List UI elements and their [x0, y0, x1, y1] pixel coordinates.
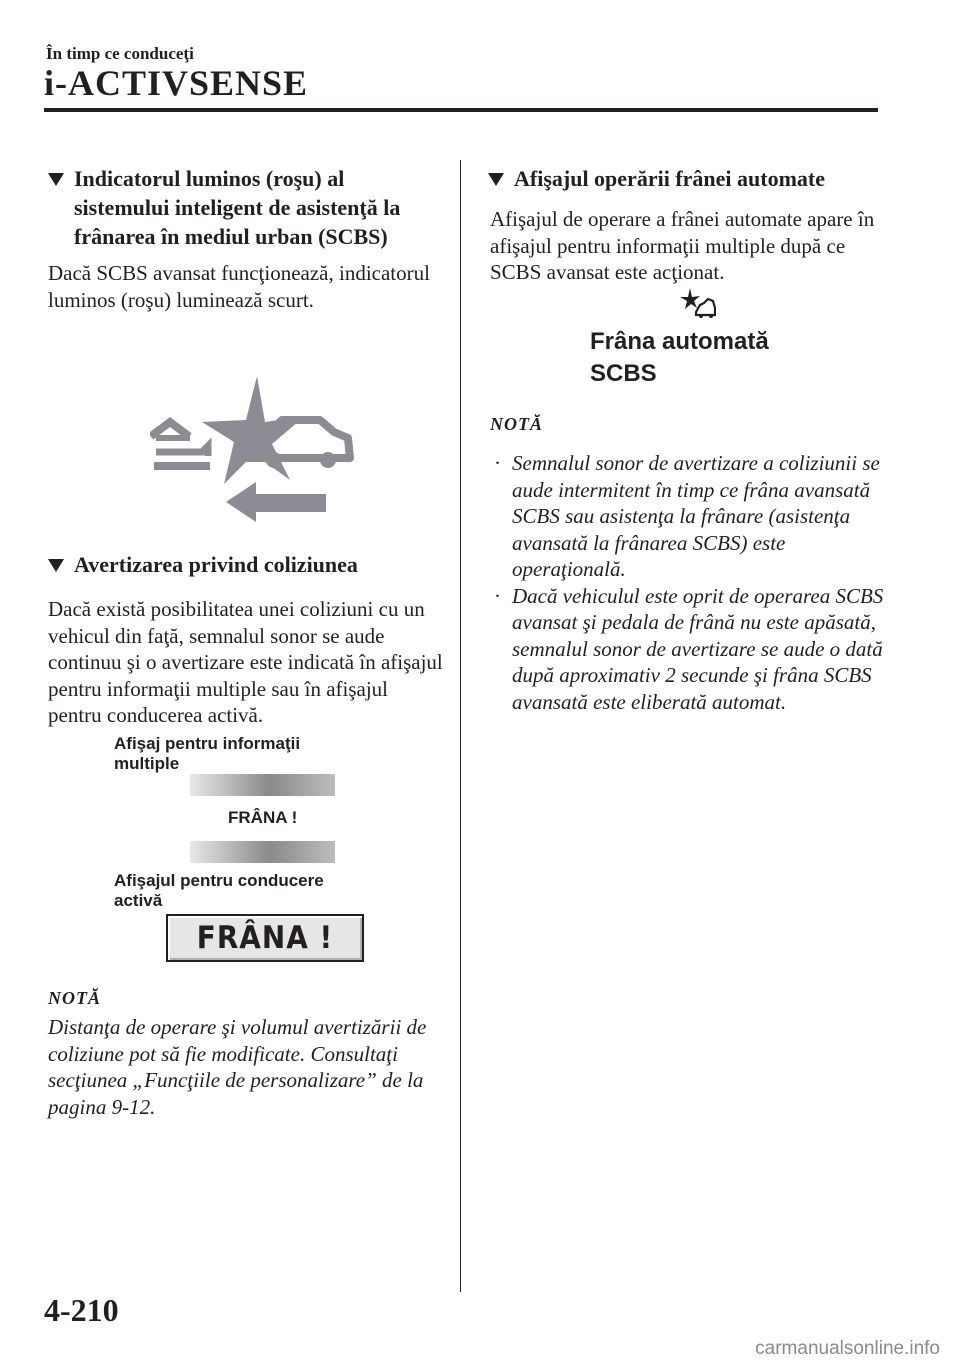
- multi-display-gradient-bottom: [190, 841, 335, 863]
- active-display-brake-box: FRÂNA !: [166, 914, 364, 962]
- bullet-dot-icon: ·: [494, 451, 501, 475]
- list-item: · Dacă vehiculul este oprit de operarea SCBS avansat şi pedala de frână nu este apăsată, semnalul sonor de avertizare se aude o dată după aproximativ 2 secunde şi frâna SCBS avansată este eliberată automat.: [494, 583, 884, 714]
- scbs-collision-warning-icon: [150, 376, 360, 522]
- triangle-bullet-icon: [488, 173, 504, 186]
- bullet-dot-icon: ·: [494, 583, 501, 608]
- note-list: [494, 450, 886, 715]
- note-text: Distanţa de operare şi volumul avertizării de coliziune pot să fie modificate. Consultaţi secţiunea „Funcţiile de personalizare” de la pagina 9-12.: [48, 1015, 427, 1119]
- breadcrumb: În timp ce conduceţi: [46, 44, 194, 63]
- section-heading-scbs-indicator: Indicatorul luminos (roşu) al sistemului inteligent de asistenţă la frânarea în mediul urban (SCBS): [48, 164, 428, 251]
- multi-display-gradient-top: [190, 774, 335, 796]
- note-label: NOTĂ: [48, 988, 101, 1008]
- auto-brake-display-line2: SCBS: [590, 360, 657, 387]
- section-heading-auto-brake: Afişajul operării frânei automate: [488, 164, 888, 193]
- auto-brake-car-icon: [676, 288, 716, 318]
- section-body-auto-brake: Afişajul de operare a frânei automate apare în afişajul pentru informaţii multiple după ce SCBS avansat este acţionat.: [490, 207, 875, 284]
- list-item: · Semnalul sonor de avertizare a coliziunii se aude intermitent în timp ce frâna avansată SCBS sau asistenţa la frânare (asistenţa avansată la frânarea SCBS) este operaţională.: [494, 451, 880, 581]
- auto-brake-display-line1: Frâna automată: [590, 328, 769, 355]
- caption-active-driving-display: Afişajul pentru conducere activă: [114, 871, 324, 910]
- page-title: i-ACTIVSENSE: [44, 63, 309, 103]
- page-number: 4-210: [44, 1292, 119, 1328]
- section-body-collision-warning: Dacă există posibilitatea unei coliziuni cu un vehicul din faţă, semnalul sonor se aude continuu şi o avertizare este indicată în afişajul pentru informaţii multiple sau în afişajul pentru conducerea activă.: [48, 597, 443, 727]
- multi-display-brake-text: FRÂNA !: [228, 808, 298, 827]
- title-rule: [44, 108, 878, 112]
- column-divider: [460, 160, 461, 1292]
- triangle-bullet-icon: [48, 173, 64, 186]
- watermark: carmanualsonline.info: [755, 1338, 940, 1359]
- section-body-scbs-indicator: Dacă SCBS avansat funcţionează, indicatorul luminos (roşu) luminează scurt.: [48, 261, 430, 312]
- triangle-bullet-icon: [48, 559, 64, 572]
- note-label-right: NOTĂ: [490, 414, 543, 434]
- section-heading-collision-warning: Avertizarea privind coliziunea: [48, 550, 448, 579]
- caption-multi-info-display: Afişaj pentru informaţii multiple: [114, 734, 301, 773]
